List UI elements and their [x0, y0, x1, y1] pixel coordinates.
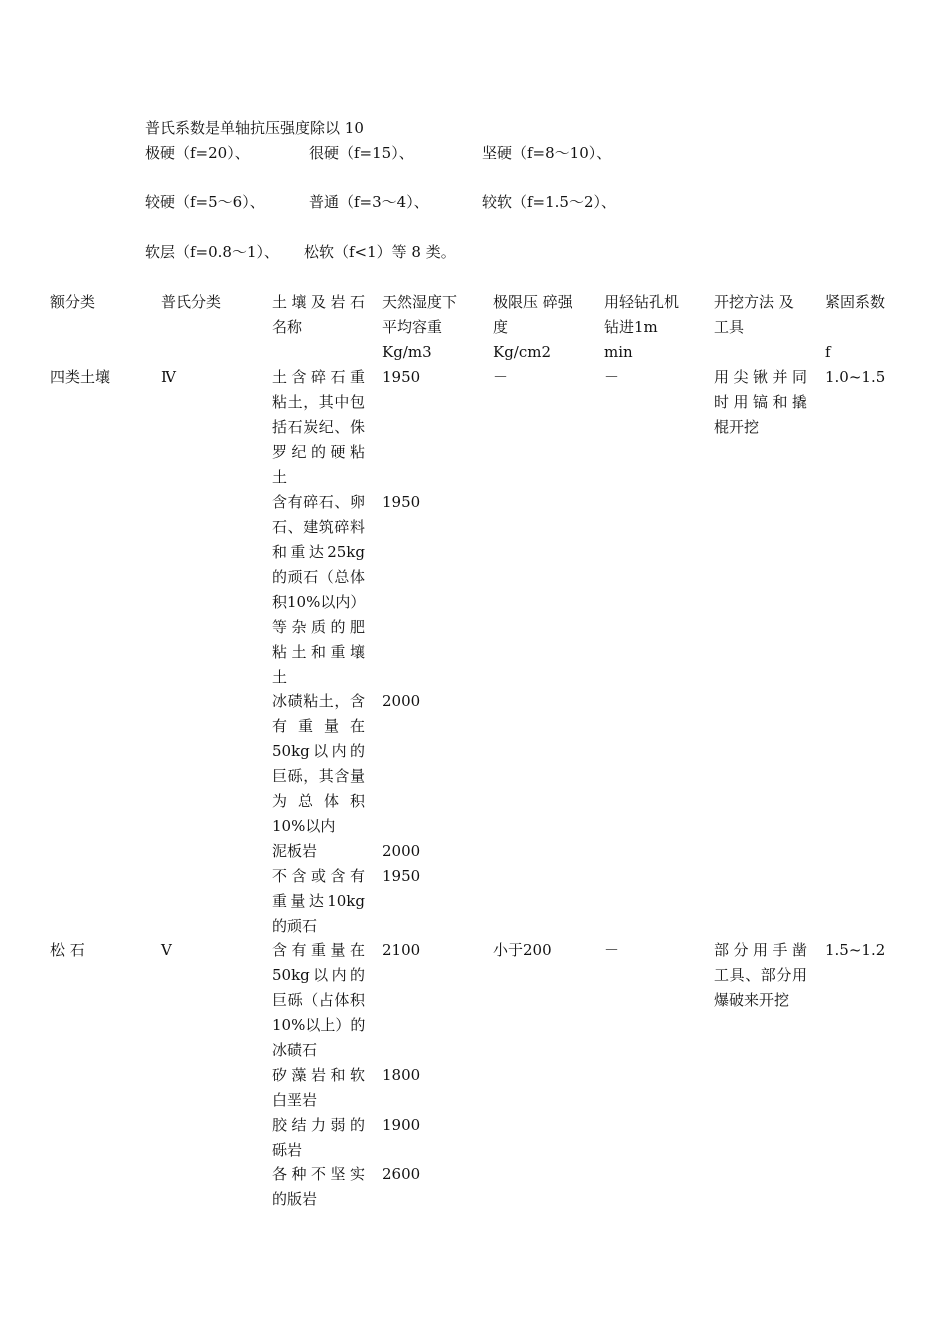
density-value: 2600 — [382, 1165, 421, 1183]
density-value: 1800 — [382, 1066, 421, 1084]
hardness-hard: 很硬（f=15）、 — [309, 144, 414, 162]
density-value: 1950 — [382, 867, 421, 885]
strength-five: 小于200 — [493, 941, 552, 959]
density-value: 2100 — [382, 941, 421, 959]
hardness-firm: 坚硬（f=8～10）、 — [482, 144, 612, 162]
density-value: 1900 — [382, 1116, 421, 1134]
soil-name-item: 各种不坚实 的版岩 — [272, 1165, 365, 1208]
hardness-very-hard: 极硬（f=20）、 — [145, 144, 250, 162]
soil-name-item: 泥板岩 — [272, 842, 318, 860]
coefficient-four: 1.0~1.5 — [825, 368, 886, 386]
soil-name-item: 不含或含有 重量达10kg 的顽石 — [272, 867, 365, 935]
intro-line-1: 普氏系数是单轴抗压强度除以 10 — [145, 119, 364, 137]
soil-name-item: 土含碎石重 粘土，其中包 括石炭纪、侏 罗纪的硬粘 土 — [272, 368, 365, 486]
pu-class-four: Ⅳ — [161, 368, 176, 386]
header-coefficient: 紧固系数 f — [825, 293, 886, 361]
header-soil-name: 土壤及岩石 名称 — [272, 293, 365, 336]
category-four-soil: 四类土壤 — [50, 368, 111, 386]
soil-name-item: 矽藻岩和软 白垩岩 — [272, 1066, 365, 1109]
hardness-fairly-hard: 较硬（f=5～6）、 — [145, 193, 265, 211]
category-loose-rock: 松 石 — [50, 941, 85, 959]
drill-four: － — [604, 368, 620, 386]
density-value: 1950 — [382, 493, 421, 511]
drill-five: － — [604, 941, 620, 959]
soil-name-item: 含有碎石、卵 石、建筑碎料 和重达25kg 的顽石（总体 积10%以内） 等杂质的肥 粘土和重壤 土 — [272, 493, 366, 686]
header-category: 额分类 — [50, 293, 96, 311]
header-method: 开挖方法 及 工具 — [714, 293, 794, 336]
hardness-normal: 普通（f=3～4）、 — [309, 193, 429, 211]
hardness-fairly-soft: 较软（f=1.5～2）、 — [482, 193, 617, 211]
pu-class-five: Ⅴ — [161, 941, 172, 959]
strength-four: － — [493, 368, 509, 386]
header-strength: 极限压 碎强 度 Kg/cm2 — [493, 293, 573, 361]
header-drill-time: 用轻钻孔机 钻进1m min — [604, 293, 680, 361]
header-pu-class: 普氏分类 — [161, 293, 222, 311]
coefficient-five: 1.5~1.2 — [825, 941, 886, 959]
soil-name-item: 含有重量在 50kg以内的 巨砾（占体积 10%以上）的 冰碛石 — [272, 941, 366, 1059]
hardness-soft-layer: 软层（f=0.8～1）、 — [145, 243, 280, 261]
soil-name-item: 胶结力弱的 砾岩 — [272, 1116, 365, 1159]
density-value: 2000 — [382, 842, 421, 860]
hardness-loose: 松软（f<1）等 8 类。 — [304, 243, 456, 261]
method-four: 用尖锹并同 时用镐和撬 棍开挖 — [714, 368, 807, 436]
soil-name-item: 冰碛粘土，含 有 重 量 在 50kg以内的 巨砾，其含量 为 总 体 积 10%以内 — [272, 692, 365, 835]
density-value: 2000 — [382, 692, 421, 710]
density-value: 1950 — [382, 368, 421, 386]
method-five: 部分用手凿 工具、部分用 爆破来开挖 — [714, 941, 807, 1009]
header-density: 天然湿度下 平均容重 Kg/m3 — [382, 293, 458, 361]
